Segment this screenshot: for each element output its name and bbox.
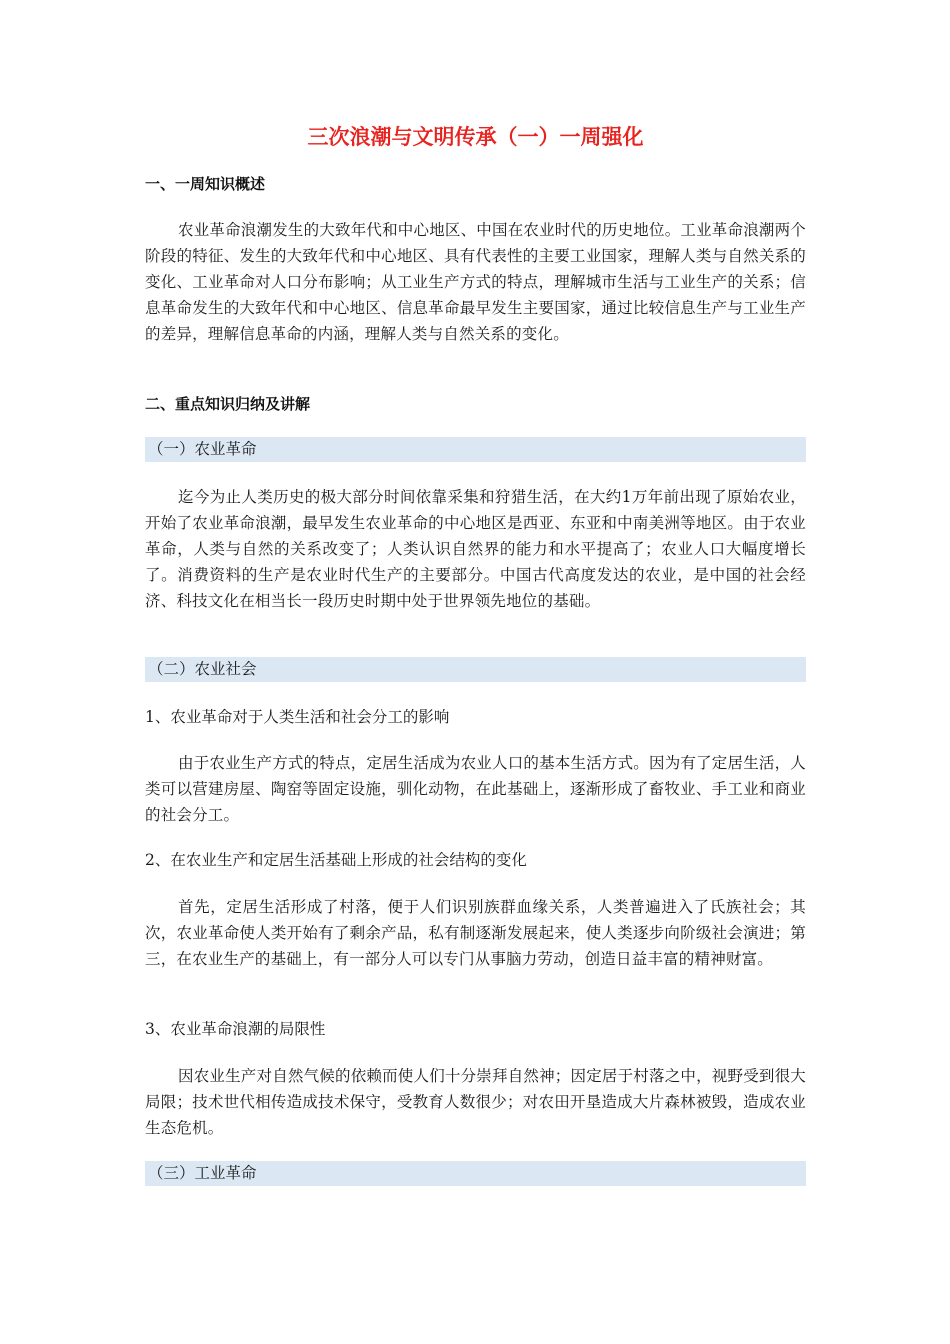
subsection-bar-industrial-revolution: （三）工业革命	[145, 1161, 806, 1186]
subheading-item-3: 3、农业革命浪潮的局限性	[145, 1020, 326, 1038]
section-heading-overview: 一、一周知识概述	[145, 175, 266, 193]
agricultural-revolution-paragraph: 迄今为止人类历史的极大部分时间依靠采集和狩猎生活，在大约1万年前出现了原始农业，开始了农业革命浪潮，最早发生农业革命的中心地区是西亚、东亚和中南美洲等地区。由于农业革命，人类与自然的关系改变了；人类认识自然界的能力和水平提高了；农业人口大幅度增长了。消费资料的生产是农业时代生产的主要部分。中国古代高度发达的农业，是中国的社会经济、科技文化在相当长一段历史时期中处于世界领先地位的基础。	[145, 488, 806, 610]
subsection-bar-agricultural-revolution: （一）农业革命	[145, 437, 806, 462]
subheading-item-2: 2、在农业生产和定居生活基础上形成的社会结构的变化	[145, 851, 527, 869]
item-3-paragraph: 因农业生产对自然气候的依赖而使人们十分崇拜自然神；因定居于村落之中，视野受到很大局限；技术世代相传造成技术保守，受教育人数很少；对农田开垦造成大片森林被毁，造成农业生态危机。	[145, 1067, 807, 1137]
item-1-paragraph: 由于农业生产方式的特点，定居生活成为农业人口的基本生活方式。因为有了定居生活，人类可以营建房屋、陶窑等固定设施，驯化动物，在此基础上，逐渐形成了畜牧业、手工业和商业的社会分工。	[145, 754, 807, 824]
section-heading-key-points: 二、重点知识归纳及讲解	[145, 395, 311, 413]
item-2-paragraph: 首先，定居生活形成了村落，便于人们识别族群血缘关系，人类普遍进入了氏族社会；其次，农业革命使人类开始有了剩余产品，私有制逐渐发展起来，使人类逐步向阶级社会演进；第三，在农业生产的基础上，有一部分人可以专门从事脑力劳动，创造日益丰富的精神财富。	[145, 898, 806, 968]
subheading-item-1: 1、农业革命对于人类生活和社会分工的影响	[145, 708, 450, 726]
subsection-bar-agricultural-society: （二）农业社会	[145, 657, 806, 682]
page-title: 三次浪潮与文明传承（一）一周强化	[307, 125, 644, 149]
overview-paragraph: 农业革命浪潮发生的大致年代和中心地区、中国在农业时代的历史地位。工业革命浪潮两个阶段的特征、发生的大致年代和中心地区、具有代表性的主要工业国家，理解人类与自然关系的变化、工业革命对人口分布影响；从工业生产方式的特点，理解城市生活与工业生产的关系；信息革命发生的大致年代和中心地区、信息革命最早发生主要国家，通过比较信息生产与工业生产的差异，理解信息革命的内涵，理解人类与自然关系的变化。	[145, 221, 807, 343]
